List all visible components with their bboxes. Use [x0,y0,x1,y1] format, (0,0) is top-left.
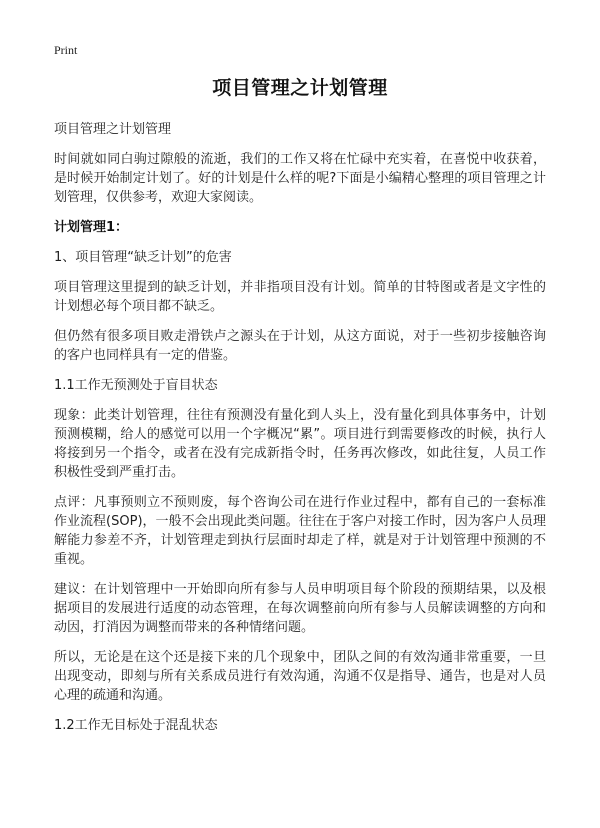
subsection-heading-1-2: 1.2工作无目标处于混乱状态 [54,718,218,733]
suggestion-paragraph: 建议：在计划管理中一开始即向所有参与人员申明项目每个阶段的预期结果，以及根据项目的发展进行适度的动态管理，在每次调整前向所有参与人员解读调整的方向和动因，打消因为调整而带来的各种情绪问题。 [54,582,546,635]
subsection-heading-1-1: 1.1工作无预测处于盲目状态 [54,378,218,393]
phenomenon-paragraph: 现象：此类计划管理，往往有预测没有量化到人头上，没有量化到具体事务中，计划预测模糊，给人的感觉可以用一个字概况“累”。项目进行到需要修改的时候，执行人将接到另一个指令，或者在没有完成新指令时，任务再次修改，如此往复，人员工作积极性受到严重打击。 [54,408,546,480]
point-heading: 1、项目管理“缺乏计划”的危害 [54,250,232,265]
point1-paragraph-2: 但仍然有很多项目败走滑铁卢之源头在于计划，从这方面说，对于一些初步接触咨询的客户也同样具有一定的借鉴。 [54,329,546,363]
print-label: Print [54,43,78,57]
document-subtitle: 项目管理之计划管理 [54,122,172,137]
conclusion-paragraph: 所以，无论是在这个还是接下来的几个现象中，团队之间的有效沟通非常重要，一旦出现变动，即刻与所有关系成员进行有效沟通，沟通不仅是指导、通告，也是对人员心理的疏通和沟通。 [54,650,546,703]
point1-paragraph-1: 项目管理这里提到的缺乏计划，并非指项目没有计划。简单的甘特图或者是文字性的计划想必每个项目都不缺乏。 [54,280,546,314]
section-heading: 计划管理1： [54,220,129,235]
intro-paragraph: 时间就如同白驹过隙般的流逝，我们的工作又将在忙碌中充实着，在喜悦中收获着，是时候开始制定计划了。好的计划是什么样的呢?下面是小编精心整理的项目管理之计划管理，仅供参考，欢迎大家阅读。 [54,152,546,205]
page-title: 项目管理之计划管理 [212,77,388,99]
comment-paragraph: 点评：凡事预则立不预则废，每个咨询公司在进行作业过程中，都有自己的一套标准作业流程(SOP)，一般不会出现此类问题。往往在于客户对接工作时，因为客户人员理解能力参差不齐，计划管理走到执行层面时却走了样，就是对于计划管理中预测的不重视。 [54,495,546,567]
